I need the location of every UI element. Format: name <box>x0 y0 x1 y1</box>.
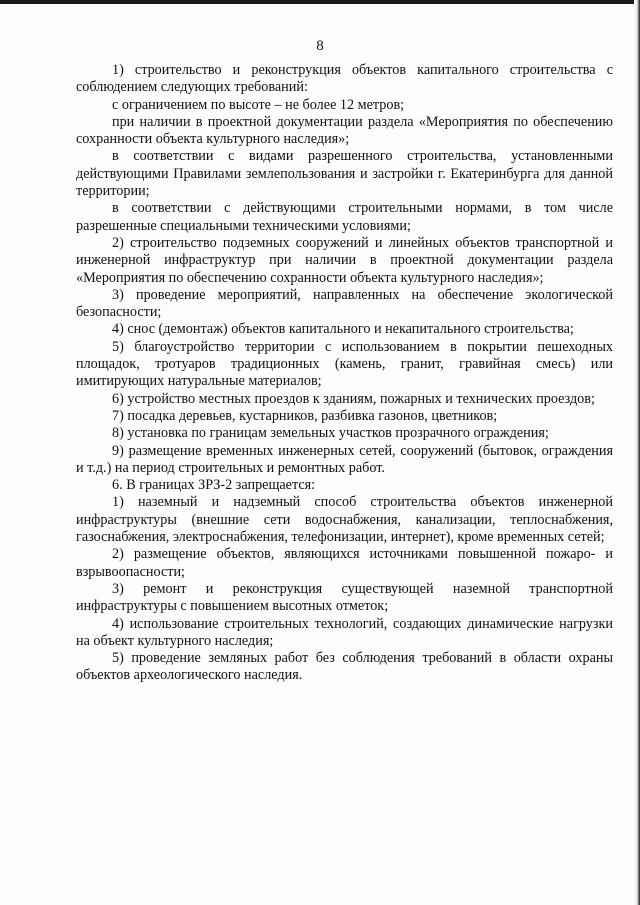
section-heading: 6. В границах ЗРЗ-2 запрещается: <box>112 477 316 494</box>
paragraph: 3) проведение мероприятий, направленных на обеспечение экологической безопасности; <box>76 286 613 321</box>
page-number: 8 <box>316 38 324 54</box>
paragraph: 4) снос (демонтаж) объектов капитального и некапитального строительства; <box>112 321 574 338</box>
paragraph: в соответствии с действующими строительными нормами, в том числе разрешенные специальными техническими условиями; <box>76 200 613 234</box>
paragraph: в соответствии с видами разрешенного строительства, установленными действующими Правилами землепользования и застройки г. Екатеринбурга для данной территории; <box>76 148 613 200</box>
paragraph: 4) использование строительных технологий, создающих динамические нагрузки на объект культурного наследия; <box>76 615 613 649</box>
scan-border-top <box>0 0 640 4</box>
paragraph: 1) строительство и реконструкция объектов капитального строительства с соблюдением следующих требований: <box>76 62 613 96</box>
paragraph: 2) строительство подземных сооружений и линейных объектов транспортной и инженерной инфраструктур при наличии в проектной документации раздела «Мероприятия по обеспечению сохранности объекта культурного наследия»; <box>76 234 613 286</box>
paragraph: 1) наземный и надземный способ строительства объектов инженерной инфраструктуры (внешние сети водоснабжения, канализации, теплоснабжения, газоснабжения, электроснабжения, телефонизации, интернет), кроме временных сетей; <box>76 494 613 546</box>
paragraph: с ограничением по высоте – не более 12 метров; <box>112 96 405 113</box>
paragraph: 5) проведение земляных работ без соблюдения требований в области охраны объектов археологического наследия. <box>76 650 613 684</box>
paragraph: 9) размещение временных инженерных сетей, сооружений (бытовок, ограждения и т.д.) на период строительных и ремонтных работ. <box>76 442 613 476</box>
paragraph: 6) устройство местных проездов к зданиям, пожарных и технических проездов; <box>112 390 595 407</box>
scan-border-right <box>634 0 640 905</box>
paragraph: при наличии в проектной документации раздела «Мероприятия по обеспечению сохранности объекта культурного наследия»; <box>76 113 613 148</box>
paragraph: 5) благоустройство территории с использованием в покрытии пешеходных площадок, тротуаров традиционных (камень, гранит, гравийная смесь) или имитирующих натуральные материалов; <box>76 338 613 390</box>
paragraph: 8) установка по границам земельных участков прозрачного ограждения; <box>112 425 549 442</box>
paragraph: 3) ремонт и реконструкция существующей наземной транспортной инфраструктуры с повышением высотных отметок; <box>76 580 613 615</box>
document-body <box>76 62 613 685</box>
paragraph: 2) размещение объектов, являющихся источниками повышенной пожаро- и взрывоопасности; <box>76 546 613 580</box>
paragraph: 7) посадка деревьев, кустарников, разбивка газонов, цветников; <box>112 407 498 424</box>
